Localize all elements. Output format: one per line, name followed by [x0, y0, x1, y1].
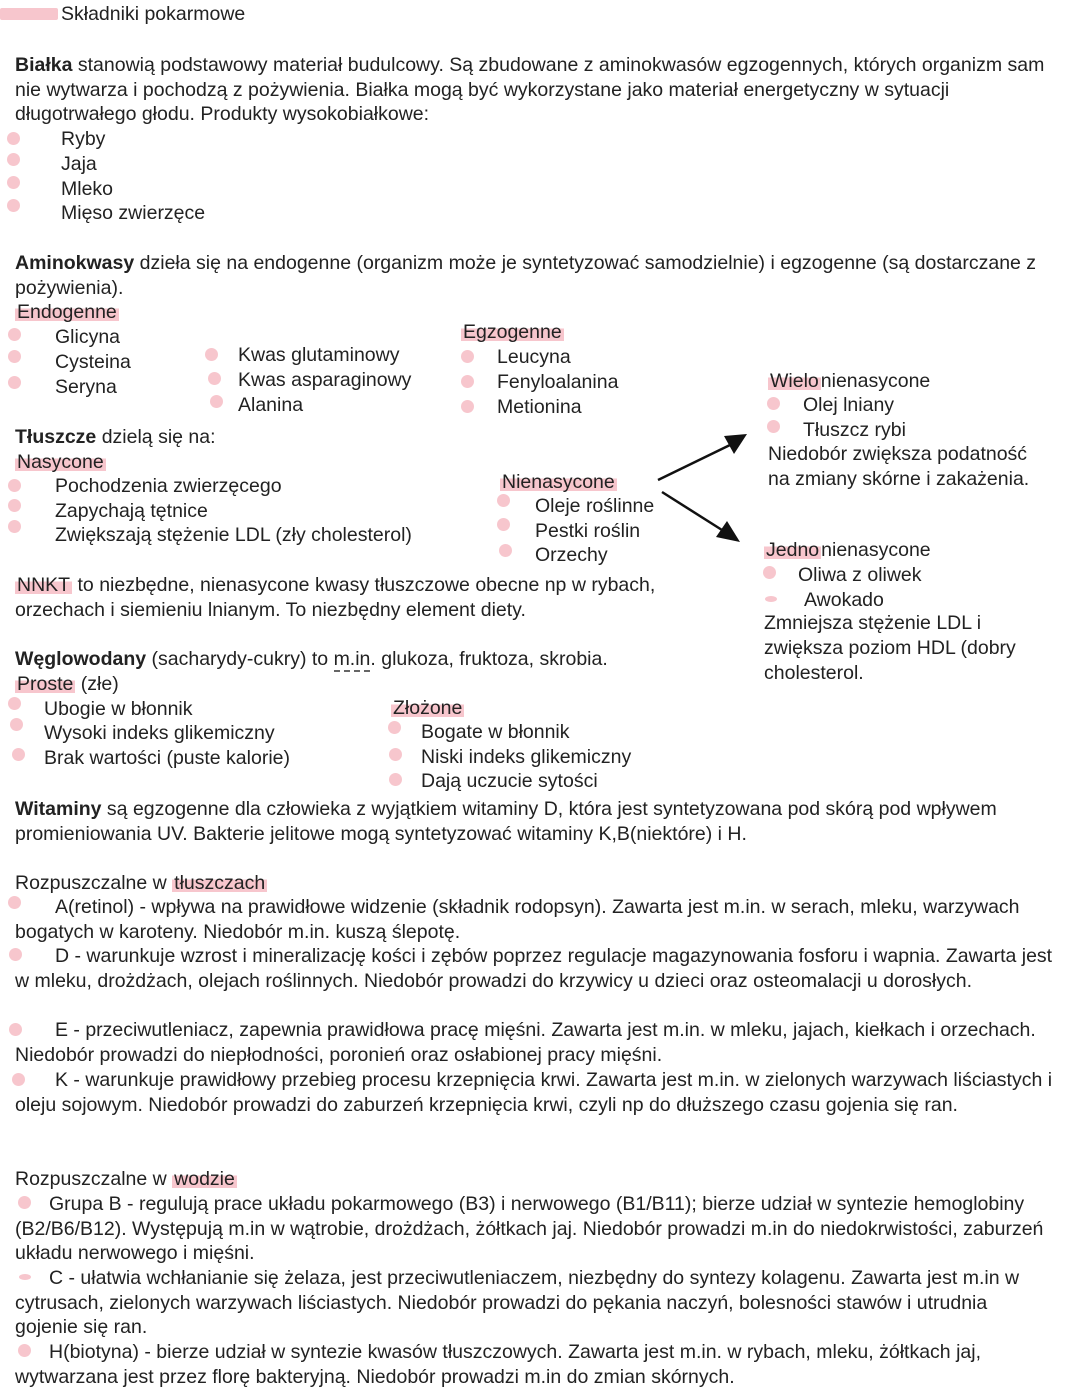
list-item: Seryna [55, 376, 117, 398]
list-item: Mleko [61, 178, 114, 200]
bullet-icon [208, 372, 221, 385]
bullet-icon [461, 375, 474, 388]
rozp-woda-heading: Rozpuszczalne w wodzie [15, 1168, 235, 1190]
bullet-icon [7, 132, 20, 145]
list-item: Olej lniany [803, 394, 895, 416]
list-item: Jaja [61, 153, 97, 175]
bullet-icon [8, 499, 21, 512]
bullet-icon [12, 748, 25, 761]
bullet-icon [205, 348, 218, 361]
wielo-note: Niedobór zwiększa podatność [768, 443, 1028, 465]
list-item: Oliwa z oliwek [798, 564, 922, 586]
bullet-icon [7, 153, 20, 166]
list-item: Orzechy [535, 544, 608, 566]
page-title: Składniki pokarmowe [61, 3, 246, 25]
wielonienasycone-label: Wielo nienasycone [770, 370, 931, 392]
tluszcze-heading: Tłuszcze dzielą się na: [15, 426, 216, 448]
list-item: Wysoki indeks glikemiczny [44, 722, 275, 744]
list-item: Brak wartości (puste kalorie) [44, 747, 290, 769]
bialka-term: Białka [15, 54, 73, 76]
list-item: Ubogie w błonnik [44, 698, 193, 720]
vitamin-h-text: H(biotyna) - bierze udział w syntezie kwasów tłuszczowych. Zawarta jest m.in. w rybach, mleku, żółtkach jaj, wytwarzana jest przez florę bakteryjną. Niedobór prowadzi m.in do zmian skórnych. [15, 1341, 981, 1388]
nnkt-line-2: orzechach i siemieniu lnianym. To niezbędny element diety. [15, 599, 526, 621]
zlozone-label: Złożone [393, 697, 463, 719]
list-item: Bogate w błonnik [421, 721, 570, 743]
jedno-note: zwiększa poziom HDL (dobry [764, 637, 1016, 659]
bullet-icon [497, 494, 510, 507]
vitamin-c-text: C - ułatwia wchłanianie się żelaza, jest przeciwutleniaczem, niezbędny do syntezy kolagenu. Zawarta jest m.in w cytrusach, zielonych warzywach liściastych. Niedobór prowadzi do pękania naczyń, bolesności stawów i utrudnia gojenie się ran. [15, 1267, 1020, 1339]
list-item: Ryby [61, 128, 106, 150]
bullet-icon [767, 397, 780, 410]
vitamin-a-text: A(retinol) - wpływa na prawidłowe widzenie (składnik rodopsyn). Zawarta jest m.in. w serach, mleku, warzywach bogatych w karoteny. Niedobór m.in. kuszą ślepotę. [15, 896, 1020, 943]
bullet-icon [765, 596, 777, 602]
nienasycone-label: Nienasycone [502, 471, 615, 493]
list-item: Zwiększają stężenie LDL (zły cholesterol) [55, 524, 412, 546]
list-item: Pochodzenia zwierzęcego [55, 475, 282, 497]
list-item: Zapychają tętnice [55, 500, 208, 522]
bullet-icon [389, 748, 402, 761]
list-item: Leucyna [497, 346, 571, 368]
arrow-down-icon [716, 521, 740, 542]
weglowodany-heading: Węglowodany (sacharydy-cukry) to m.in. glukoza, fruktoza, skrobia. [15, 648, 608, 670]
jednonienasycone-label: Jedno nienasycone [766, 539, 931, 561]
vitamin-k-text: K - warunkuje prawidłowy przebieg procesu krzepnięcia krwi. Zawarta jest m.in. w zielonych warzywach liściastych i oleju sojowym. Niedobór prowadzi do zaburzeń krzepnięcia krwi, czyli np do dłuższego czasu gojenia się ran. [15, 1069, 1053, 1116]
bialka-text: stanowią podstawowy materiał budulcowy. Są zbudowane z aminokwasów egzogennych, których organizm sam nie wytwarza i pochodzą z pożywienia. Białka mogą być wykorzystane jako materiał energetyczny w sytuacji długotrwałego głodu. Produkty wysokobiałkowe: [15, 54, 1045, 126]
list-item: Tłuszcz rybi [803, 419, 906, 441]
bullet-icon [210, 395, 223, 408]
aminokwasy-paragraph [15, 251, 1055, 300]
list-item: Kwas glutaminowy [238, 344, 400, 366]
title-marker [0, 8, 58, 20]
vitamin-e-text: E - przeciwutleniacz, zapewnia prawidłowa pracę mięśni. Zawarta jest m.in. w mleku, jajach, kiełkach i orzechach. Niedobór prowadzi do niepłodności, poronień oraz osłabionej pracy mięśni. [15, 1019, 1036, 1066]
wielo-note: na zmiany skórne i zakażenia. [768, 468, 1030, 490]
egzogenne-label: Egzogenne [463, 321, 562, 343]
list-item: Niski indeks glikemiczny [421, 746, 632, 768]
list-item: Awokado [804, 589, 884, 611]
jedno-note: cholesterol. [764, 662, 864, 684]
jedno-note: Zmniejsza stężenie LDL i [764, 612, 982, 634]
bullet-icon [10, 718, 23, 731]
bullet-icon [8, 479, 21, 492]
bullet-icon [497, 518, 510, 531]
arrow-down-line [662, 492, 722, 530]
bullet-icon [8, 520, 21, 533]
nnkt-line-1: NNKT to niezbędne, nienasycone kwasy tłuszczowe obecne np w rybach, [17, 574, 656, 596]
rozp-tluszcz-heading: Rozpuszczalne w tłuszczach [15, 872, 266, 894]
list-item: Alanina [238, 394, 304, 416]
bullet-icon [8, 350, 21, 363]
bullet-icon [7, 176, 20, 189]
witaminy-paragraph: Witaminy są egzogenne dla człowieka z wyjątkiem witaminy D, która jest syntetyzowana pod skórą pod wpływem promieniowania UV. Bakterie jelitowe mogą syntetyzować witaminy K,B(niektóre) i H. [15, 798, 997, 845]
bullet-icon [767, 420, 780, 433]
bialka-paragraph [15, 53, 1055, 127]
aminokwasy-term: Aminokwasy [15, 252, 135, 274]
vitamin-d-text: D - warunkuje wzrost i mineralizację kości i zębów poprzez regulacje magazynowania fosforu i wapnia. Zawarta jest w mleku, drożdżach, olejach roślinnych. Niedobór prowadzi do krzywicy u dzieci oraz osteomalacji u dorosłych. [15, 945, 1053, 992]
proste-label: Proste (złe) [17, 673, 119, 695]
list-item: Mięso zwierzęce [61, 202, 206, 224]
nasycone-label: Nasycone [17, 451, 104, 473]
bullet-icon [763, 566, 776, 579]
bullet-icon [461, 400, 474, 413]
aminokwasy-text: dzieła się na endogenne (organizm może je syntetyzować samodzielnie) i egzogenne (są dostarczane z pożywienia). [15, 252, 1037, 299]
list-item: Glicyna [55, 326, 121, 348]
bullet-icon [8, 697, 21, 710]
bullet-icon [8, 328, 21, 341]
list-item: Kwas asparaginowy [238, 369, 412, 391]
list-item: Pestki roślin [535, 520, 641, 542]
list-item: Metionina [497, 396, 582, 418]
list-item: Fenyloalanina [497, 371, 619, 393]
endogenne-label: Endogenne [17, 301, 117, 323]
arrow-up-line [658, 445, 730, 480]
list-item: Cysteina [55, 351, 131, 373]
bullet-icon [499, 544, 512, 557]
bullet-icon [461, 350, 474, 363]
bullet-icon [8, 376, 21, 389]
bullet-icon [388, 721, 401, 734]
vitamin-b-text: Grupa B - regulują prace układu pokarmowego (B3) i nerwowego (B1/B11); bierze udział w syntezie hemoglobiny (B2/B6/B12). Występują m.in w wątrobie, drożdżach, żółtkach jaj. Niedobór prowadzi m.in do niedokrwistości, zaburzeń układu nerwowego i mięśni. [15, 1193, 1044, 1265]
list-item: Dają uczucie sytości [421, 770, 598, 792]
arrow-up-icon [724, 434, 747, 454]
bullet-icon [389, 773, 402, 786]
list-item: Oleje roślinne [535, 495, 655, 517]
bullet-icon [7, 199, 20, 212]
arrows-diagram [650, 425, 760, 550]
